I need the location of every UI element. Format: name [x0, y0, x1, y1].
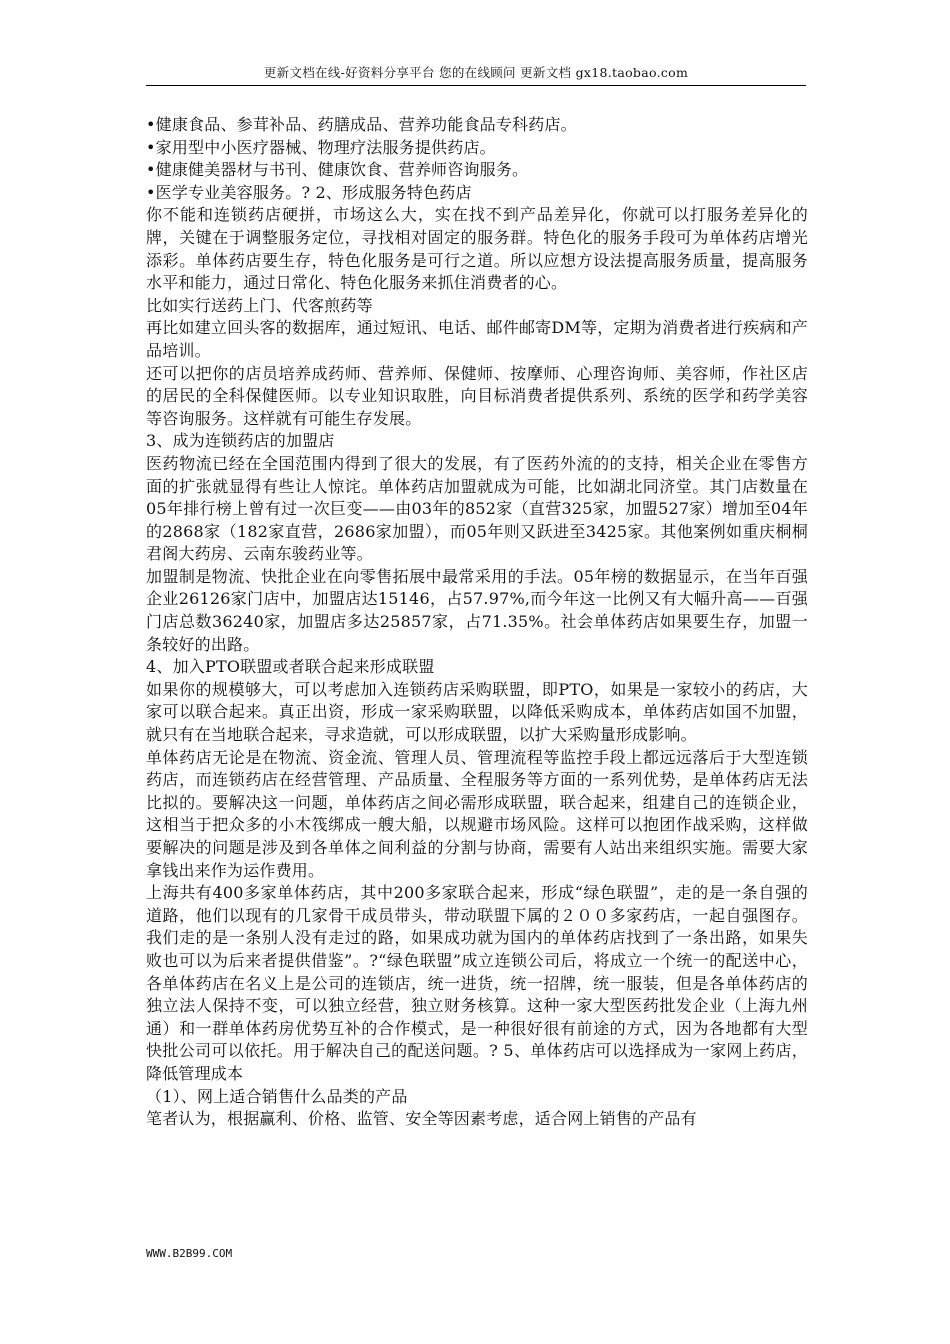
paragraph-online-suitable: 笔者认为，根据赢利、价格、监管、安全等因素考虑，适合网上销售的产品有: [146, 1109, 697, 1129]
paragraph-green-alliance: 上海共有400多家单体药店，其中200多家联合起来，形成“绿色联盟”，走的是一条自强的道路，他们以现有的几家骨干成员带头，带动联盟下属的２００多家药店，一起自强图存。我们走的是一条别人没有走过的路，如果成功就为国内的单体药店找到了一条出路，如果失败也可以为后来者提供借鉴”。?“绿色联盟”成立连锁公司后，将成立一个统一的配送中心，各单体药店在名义上是公司的连锁店，统一进货，统一招牌，统一服装，但是各单体药店的独立法人保持不变，可以独立经营，独立财务核算。这种一家大型医药批发企业（上海九州通）和一群单体药房优势互补的合作模式，是一种很好很有前途的方式，因为各地都有大型快批公司可以依托。用于解决自己的配送问题。? 5、单体药店可以选择成为一家网上药店，降低管理成本: [146, 883, 808, 1083]
paragraph-logistics-development: 医药物流已经在全国范围内得到了很大的发展，有了医药外流的的支持，相关企业在零售方面的扩张就显得有些让人惊诧。单体药店加盟就成为可能，比如湖北同济堂。其门店数量在05年排行榜上曾有过一次巨变——由03年的852家（直营325家，加盟527家）增加至04年的2868家（182家直营，2686家加盟），而05年则又跃进至3425家。其他案例如重庆桐桐君阁大药房、云南东骏药业等。: [146, 453, 808, 564]
heading-online-products: （1）、网上适合销售什么品类的产品: [146, 1086, 408, 1106]
bullet-health-food: •健康食品、参茸补品、药膳成品、营养功能食品专科药店。: [146, 115, 577, 134]
paragraph-service-differentiation: 你不能和连锁药店硬拼，市场这么大，实在找不到产品差异化，你就可以打服务差异化的牌，关键在于调整服务定位，寻找相对固定的服务群。特色化的服务手段可为单体药店增光添彩。单体药店要生存，特色化服务是可行之道。所以应想方设法提高服务质量，提高服务水平和能力，通过日常化、特色化服务来抓住消费者的心。: [146, 205, 808, 293]
paragraph-single-store-disadvantage: 单体药店无论是在物流、资金流、管理人员、管理流程等监控手段上都远远落后于大型连锁药店，而连锁药店在经营管理、产品质量、全程服务等方面的一系列优势，是单体药店无法比拟的。要解决这一问题，单体药店之间必需形成联盟，联合起来，组建自己的连锁企业，这相当于把众多的小木筏绑成一艘大船，以规避市场风险。这样可以抱团作战采购，这样做要解决的问题是涉及到各单体之间利益的分割与协商，需要有人站出来组织实施。需要大家拿钱出来作为运作费用。: [146, 747, 808, 880]
heading-pto-alliance: 4、加入PTO联盟或者联合起来形成联盟: [146, 657, 435, 677]
paragraph-purchasing-alliance: 如果你的规模够大，可以考虑加入连锁药店采购联盟，即PTO，如果是一家较小的药店，大家可以联合起来。真正出资，形成一家采购联盟，以降低采购成本，单体药店如国不加盟，就只有在当地联合起来，寻求造就，可以形成联盟，以扩大采购量形成影响。: [146, 679, 808, 745]
document-body: [146, 114, 808, 1131]
paragraph-franchise-system: 加盟制是物流、快批企业在向零售拓展中最常采用的手法。05年榜的数据显示，在当年百强企业26126家门店中，加盟店达15146，占57.97%,而今年这一比例又有大幅升高——百强门店总数36240家，加盟店多达25857家，占71.35%。社会单体药店如果要生存，加盟一条较好的出路。: [146, 566, 808, 654]
header-text: 更新文档在线-好资料分享平台 您的在线顾问 更新文档 gx18.taobao.com: [263, 65, 689, 80]
paragraph-staff-training: 还可以把你的店员培养成药师、营养师、保健师、按摩师、心理咨询师、美容师，作社区店的居民的全科保健医师。以专业知识取胜，向目标消费者提供系列、系统的医学和药学美容等咨询服务。这样就有可能生存发展。: [146, 363, 808, 428]
heading-franchise: 3、成为连锁药店的加盟店: [146, 431, 335, 451]
page-footer: [146, 1247, 232, 1261]
bullet-medical-beauty: •医学专业美容服务。? 2、形成服务特色药店: [146, 182, 472, 202]
paragraph-customer-database: 再比如建立回头客的数据库，通过短讯、电话、邮件邮寄DM等，定期为消费者进行疾病和产品培训。: [146, 318, 808, 360]
paragraph-delivery-example: 比如实行送药上门、代客煎药等: [146, 295, 373, 315]
footer-text: WWW.B2B99.COM: [146, 1247, 233, 1260]
page-header: [146, 63, 806, 86]
bullet-medical-devices: •家用型中小医疗器械、物理疗法服务提供药店。: [146, 137, 496, 157]
bullet-fitness-equipment: •健康健美器材与书刊、健康饮食、营养师咨询服务。: [146, 160, 529, 180]
